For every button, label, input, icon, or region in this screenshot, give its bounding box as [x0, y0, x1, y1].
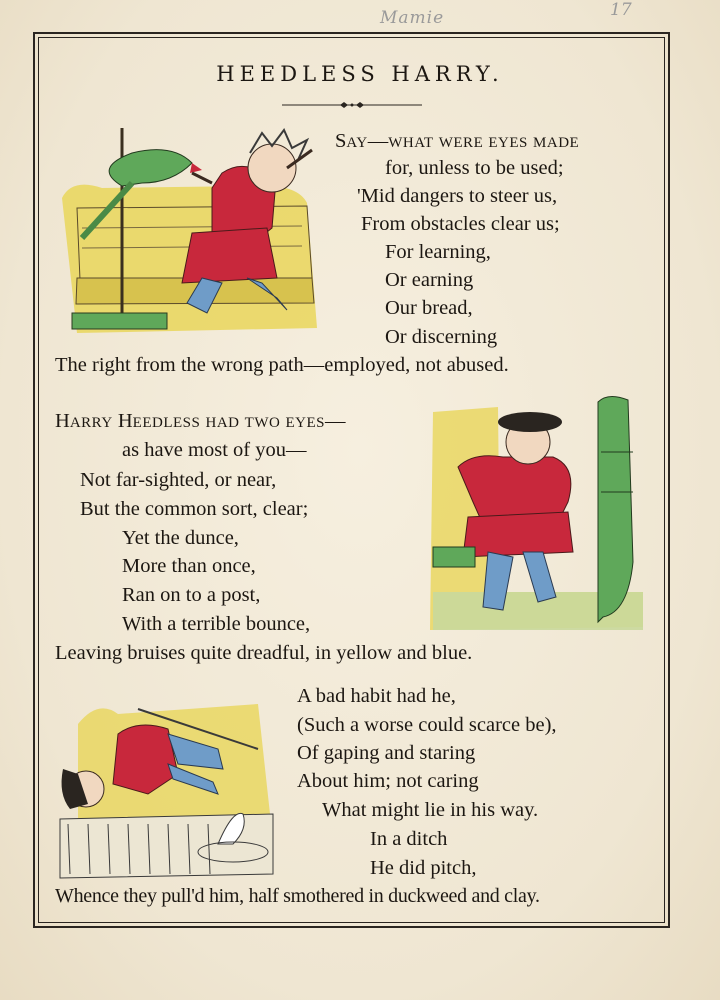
- stanza2-line2: as have most of you—: [122, 439, 307, 461]
- stanza1-line7: Our bread,: [385, 297, 473, 319]
- stanza3-line2: (Such a worse could scarce be),: [297, 714, 557, 736]
- stanza1-line9: The right from the wrong path—employed, not abused.: [55, 354, 509, 376]
- stanza1-line8: Or discerning: [385, 326, 498, 348]
- stanza3-line7: He did pitch,: [370, 857, 477, 879]
- stanza3-line8: Whence they pull'd him, half smothered in duckweed and clay.: [55, 885, 540, 907]
- stanza2-line8: With a terrible bounce,: [122, 613, 311, 635]
- stanza3-line3: Of gaping and staring: [297, 742, 476, 764]
- stanza1-line6: Or earning: [385, 269, 474, 291]
- stanza3-line5: What might lie in his way.: [322, 799, 539, 821]
- stanza2-line9: Leaving bruises quite dreadful, in yellow and blue.: [55, 642, 473, 664]
- stanza3-line1: A bad habit had he,: [297, 685, 456, 707]
- pencil-signature: Mamie: [380, 8, 445, 28]
- stanza1-line4: From obstacles clear us;: [361, 213, 560, 235]
- poem-title: HEEDLESS HARRY.: [216, 62, 504, 86]
- stanza3-line4: About him; not caring: [297, 770, 479, 792]
- pencil-page-number: 17: [610, 0, 632, 20]
- illustration-parrot-sofa: [62, 128, 324, 340]
- stanza2-line4: But the common sort, clear;: [80, 498, 309, 520]
- stanza3-line6: In a ditch: [370, 828, 448, 850]
- stanza2-line3: Not far-sighted, or near,: [80, 469, 277, 491]
- title-ornament: [282, 98, 422, 112]
- stanza1-line2: for, unless to be used;: [385, 157, 564, 179]
- stanza1-line1: SAY—WHAT WERE EYES MADE: [335, 130, 580, 152]
- stanza1-line3: 'Mid dangers to steer us,: [357, 185, 558, 207]
- illustration-post-bump: [428, 392, 650, 632]
- stanza1-line5: For learning,: [385, 241, 491, 263]
- stanza2-line6: More than once,: [122, 555, 256, 577]
- stanza2-line5: Yet the dunce,: [122, 527, 239, 549]
- stanza2-line1: HARRY HEEDLESS HAD TWO EYES—: [55, 410, 346, 432]
- illustration-ditch-fall: [58, 694, 276, 880]
- stanza2-line7: Ran on to a post,: [122, 584, 261, 606]
